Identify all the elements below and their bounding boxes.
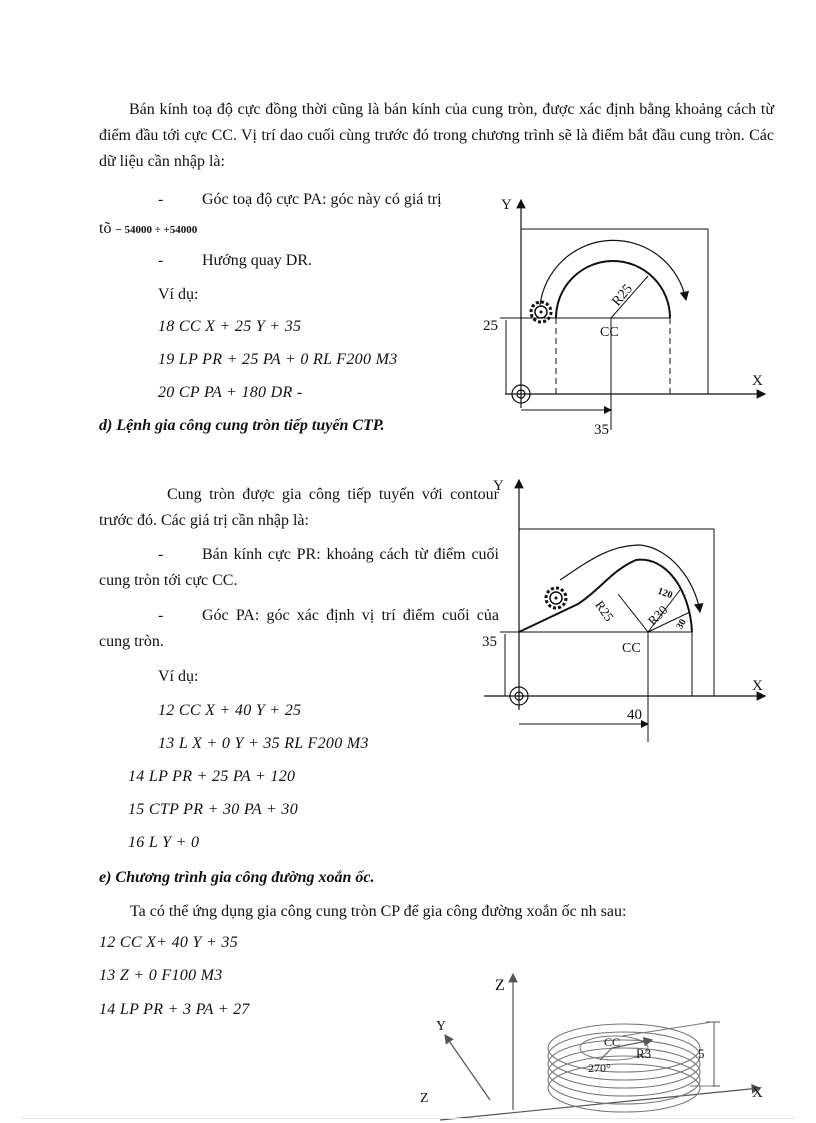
bullet-dash: -: [158, 546, 164, 563]
fig3-height: 5: [698, 1046, 705, 1061]
fig2-pole: CC: [622, 641, 641, 656]
fig1-x-label: X: [752, 373, 763, 389]
fig1-pole: CC: [600, 325, 619, 340]
fig3-x-label: X: [752, 1085, 763, 1101]
example2-line: 16 L Y + 0: [128, 834, 200, 851]
pa-bullet-text: Góc toạ độ cực PA: góc này có giá trị: [202, 191, 442, 208]
example3-line: 14 LP PR + 3 PA + 27: [99, 1001, 250, 1018]
fig2-angle-120: 120: [656, 585, 674, 602]
fig2-y-label: Y: [493, 478, 504, 494]
bullet-dash: -: [158, 607, 164, 624]
ctp-bullet-pa: Góc PA: góc xác định vị trí điểm cuối của cung tròn.: [99, 607, 499, 650]
ctp-bullet-pr: Bán kính cực PR: khoảng cách từ điểm cuối cung tròn tới cực CC.: [99, 546, 499, 589]
page-bottom-rule: [20, 1118, 796, 1119]
example2-line: 15 CTP PR + 30 PA + 30: [128, 801, 298, 818]
heading-e: e) Chương trình gia công đường xoắn ốc.: [99, 869, 375, 886]
example-label: Ví dụ:: [158, 668, 199, 685]
fig2-angle-30: 30: [674, 617, 689, 632]
helix-intro: Ta có thể ứng dụng gia công cung tròn CP để gia công đường xoắn ốc nh sau:: [130, 903, 627, 920]
example3-line: 13 Z + 0 F100 M3: [99, 967, 223, 984]
bullet-dash: -: [158, 252, 164, 269]
fig3-angle: 270°: [588, 1061, 611, 1075]
ctp-intro: Cung tròn được gia công tiếp tuyến với contour trước đó. Các giá trị cần nhập là:: [99, 486, 499, 529]
fig1-x-value: 35: [594, 422, 609, 438]
dr-bullet-text: Hướng quay DR.: [202, 252, 313, 269]
example2-line: 14 LP PR + 25 PA + 120: [128, 768, 296, 785]
fig2-x-value: 40: [627, 707, 642, 723]
example2-line: 13 L X + 0 Y + 35 RL F200 M3: [158, 735, 369, 752]
fig3-radius: R3: [636, 1046, 652, 1061]
pa-range-prefix: tõ: [99, 220, 112, 237]
fig2-radius-r25: R25: [592, 597, 617, 625]
pa-range-value: − 54000 ÷ +54000: [115, 224, 198, 236]
fig1-y-label: Y: [501, 197, 512, 213]
example3-line: 12 CC X+ 40 Y + 35: [99, 934, 239, 951]
example-label: Ví dụ:: [158, 286, 199, 303]
fig3-z-label: Z: [495, 977, 505, 994]
fig2-radius-r30: R30: [644, 602, 671, 629]
fig1-radius: R25: [609, 281, 636, 310]
example1-line: 18 CC X + 25 Y + 35: [158, 318, 302, 335]
fig1-y-value: 25: [483, 318, 498, 334]
fig2-x-label: X: [752, 678, 763, 694]
fig3-pole: CC: [604, 1035, 621, 1049]
fig3-z-value: Z: [420, 1091, 429, 1106]
fig3-y-label: Y: [436, 1019, 447, 1034]
fig2-y-value: 35: [482, 634, 497, 650]
example2-line: 12 CC X + 40 Y + 25: [158, 702, 302, 719]
heading-d: d) Lệnh gia công cung tròn tiếp tuyến CTP.: [99, 417, 385, 434]
example1-line: 19 LP PR + 25 PA + 0 RL F200 M3: [158, 351, 398, 368]
example1-line: 20 CP PA + 180 DR -: [158, 384, 303, 401]
bullet-dash: -: [158, 191, 164, 208]
intro-paragraph: Bán kính toạ độ cực đồng thời cũng là bán kính của cung tròn, được xác định bằng khoảng cách từ điểm đầu tới cực CC. Vị trí dao cuối cùng trước đó trong chương trình sẽ là điểm bắt đầu cung tròn. Các dữ liệu cần nhập là:: [99, 101, 774, 170]
